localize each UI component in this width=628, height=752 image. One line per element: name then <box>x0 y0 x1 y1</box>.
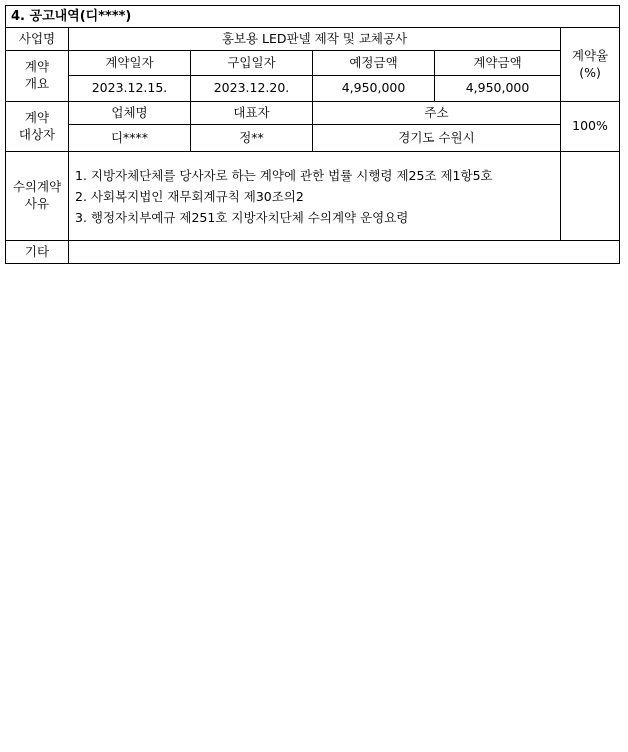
reason-item: 1. 지방자체단체를 당사자로 하는 계약에 관한 법률 시행령 제25조 제1항5호 <box>75 167 493 183</box>
contractor-value-row <box>6 125 620 152</box>
contract-date: 2023.12.15. <box>69 76 191 102</box>
reason-label <box>6 152 69 241</box>
reason-row <box>6 152 620 241</box>
reason-label-line2: 사유 <box>24 196 50 211</box>
reason-list <box>69 152 561 241</box>
contract-notice-table <box>5 5 620 264</box>
contractor-label-line1: 계약 <box>24 109 50 125</box>
estimated-amount: 4,950,000 <box>313 76 435 102</box>
header-address: 주소 <box>313 102 561 125</box>
contractor-label <box>6 102 69 152</box>
contract-amount: 4,950,000 <box>435 76 561 102</box>
project-name: 홍보용 LED판넬 제작 및 교체공사 <box>69 28 561 51</box>
rate-label-line1: 계약율 <box>571 47 609 63</box>
contractor-label-line2: 대상자 <box>18 126 56 142</box>
header-company-name: 업체명 <box>69 102 191 125</box>
project-row <box>6 28 620 51</box>
reason-label-line1: 수의계약 <box>12 179 62 195</box>
other-value <box>69 241 620 264</box>
overview-label-line1: 계약 <box>24 59 50 75</box>
address: 경기도 수원시 <box>313 125 561 152</box>
overview-value-row <box>6 76 620 102</box>
reason-item: 3. 행정자치부예규 제251호 지방자치단체 수의계약 운영요령 <box>75 209 409 225</box>
overview-label-line2: 개요 <box>24 76 50 91</box>
header-purchase-date: 구입일자 <box>191 51 313 76</box>
contractor-header-row <box>6 102 620 125</box>
section-title: 4. 공고내역(디****) <box>6 6 620 28</box>
overview-header-row <box>6 51 620 76</box>
reason-item: 2. 사회복지법인 재무회계규칙 제30조의2 <box>75 188 304 204</box>
header-representative: 대표자 <box>191 102 313 125</box>
overview-label <box>6 51 69 102</box>
purchase-date: 2023.12.20. <box>191 76 313 102</box>
rate-label <box>561 28 620 102</box>
header-estimated-amount: 예정금액 <box>313 51 435 76</box>
document-area <box>5 5 620 264</box>
header-contract-amount: 계약금액 <box>435 51 561 76</box>
project-label: 사업명 <box>6 28 69 51</box>
rate-value: 100% <box>561 102 620 152</box>
header-contract-date: 계약일자 <box>69 51 191 76</box>
other-row <box>6 241 620 264</box>
representative: 정** <box>191 125 313 152</box>
rate-label-line2: (%) <box>579 64 601 80</box>
other-label: 기타 <box>6 241 69 264</box>
company-name: 디**** <box>69 125 191 152</box>
title-row <box>6 6 620 28</box>
reason-rate-cell <box>561 152 620 241</box>
